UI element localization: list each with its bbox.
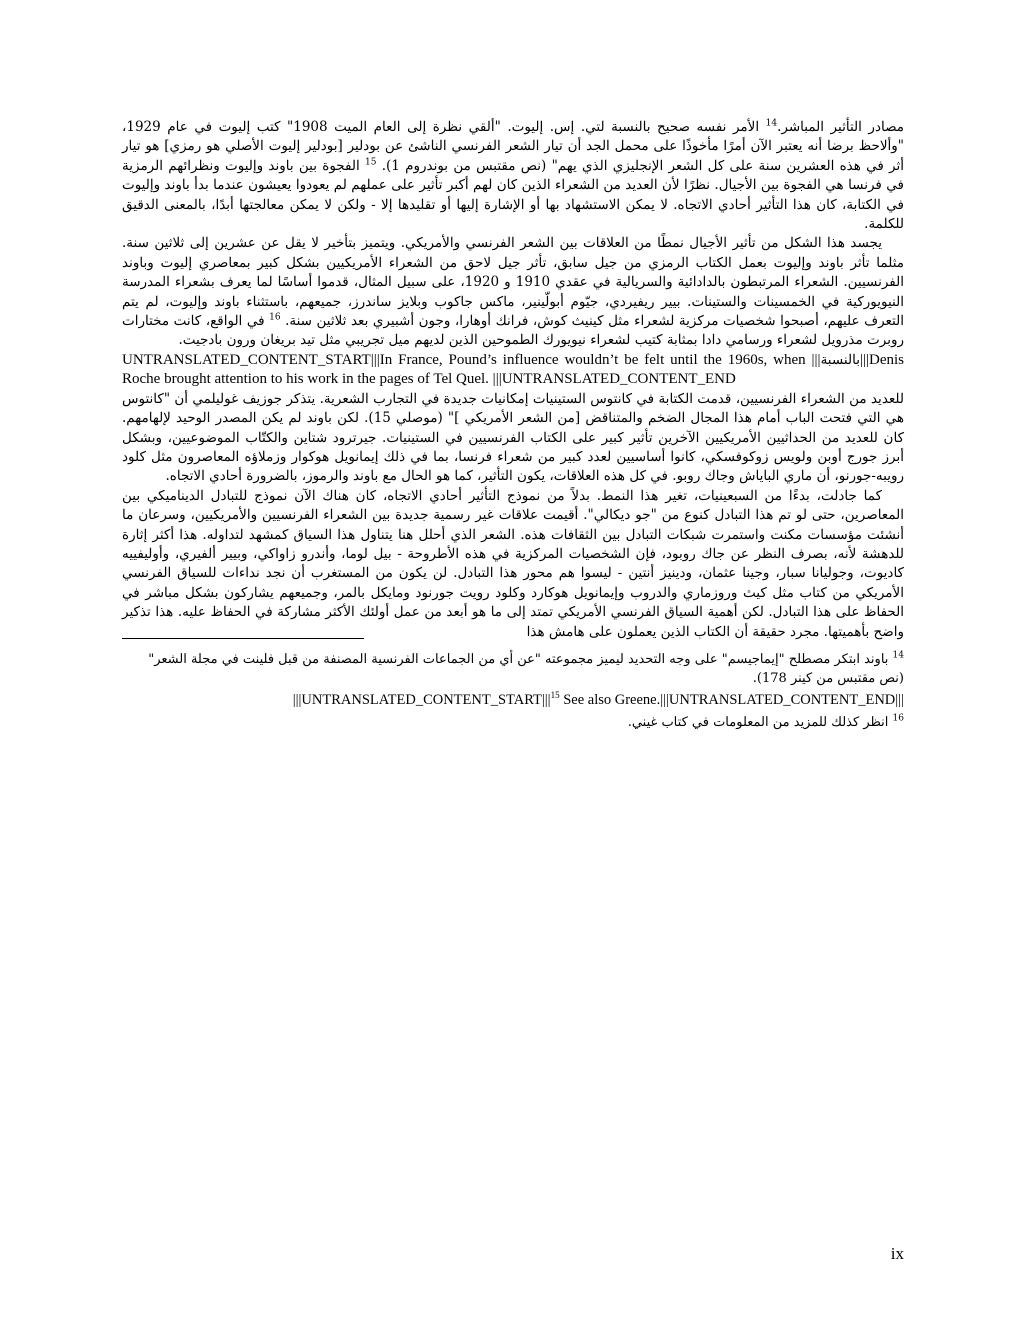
footnote-16-text: انظر كذلك للمزيد من المعلومات في كتاب غيني. xyxy=(627,715,889,730)
footnote-16 xyxy=(122,713,904,732)
body-text xyxy=(122,118,904,642)
footnote-14 xyxy=(122,650,904,688)
untranslated-text-2: |||Denis Roche brought attention to his work in the pages of Tel Quel. |||UNTRANSLATED_CONTENT_END xyxy=(122,351,904,388)
page-number: ix xyxy=(890,1244,904,1263)
footnote-14-text: باوند ابتكر مصطلح "إيماجيسم" على وجه التحديد ليميز مجموعته "عن أي من الجماعات الفرنسية المصنفة من قبل فلينت في مجلة الشعر" (نص مقتبس من كينر 178). xyxy=(148,652,904,686)
footnote-ref-15[interactable]: 15 xyxy=(364,157,377,168)
paragraph-3-untranslated xyxy=(122,351,904,390)
untranslated-text-1: UNTRANSLATED_CONTENT_START|||In France, Pound’s influence wouldn’t be felt until the 1960s, when ||| xyxy=(122,351,821,368)
paragraph-2-text-b: في الواقع، كانت مختارات روبرت مذرويل لشعراء ورسامي دادا بمثابة كتيب لشعراء نيويورك الطموحين الذين لديهم ميل تجريبي مثل تيد بريغان ورون بادجيت. xyxy=(122,313,904,349)
paragraph-3 xyxy=(122,390,904,487)
footnote-ref-16[interactable]: 16 xyxy=(269,312,281,323)
footnote-separator xyxy=(122,638,364,639)
untranslated-arabic-word: بالنسبة xyxy=(820,351,860,368)
footnote-15-text: See also Greene.|||UNTRANSLATED_CONTENT_END||| xyxy=(559,692,904,708)
paragraph-1-text-a: مصادر التأثير المباشر. xyxy=(777,119,905,135)
footnote-14-number: 14 xyxy=(892,650,904,661)
footnote-ref-14[interactable]: 14 xyxy=(765,118,778,129)
paragraph-4-text: كما جادلت، بدءًا من السبعينيات، تغير هذا النمط. بدلاً من نموذج التأثير أحادي الاتجاه، كان هناك الآن نموذج للتبادل الديناميكي بين المعاصرين، حتى لو تم هذا التبادل كنوع من "جو ديكالي". أقيمت علاقات غير رسمية جديدة بين الشعراء الفرنسيين والأمريكيين، وسرعان ما أنشئت مؤسسات مكنت واستمرت شبكات التبادل بين الثقافات هذه. الشعر الذي أحلل هنا يتناول هذا السياق كمشهد لتداوله. هذا أكثر إثارة للدهشة لأنه، بصرف النظر عن جاك روبود، فإن الشخصيات المركزية في هذه الأطروحة - بيل لوما، وأندرو زاواكي، وبيير ألفيري، وأوليفييه كاديوت، وجوليانا سبار، وجينا عثمان، ودينيز أنتين - ليسوا هم محور هذا التبادل. لن يكون من المستغرب أن نجد نداءات للسياق الفرنسي الأمريكي من كتاب مثل كيث وروزماري والدروب وإيمانويل هوكارد وكلود رويت جورنود ومايكل بالمر، وجميعهم يشاركون بشكل مباشر في الحفاظ على هذا التبادل. لكن أهمية السياق الفرنسي الأمريكي تمتد إلى ما هو أبعد من عمل أولئك الأكثر مشاركة في الحفاظ عليه. هذا تذكير واضح بأهميتها. مجرد حقيقة أن الكتاب الذين يعملون على هامش هذا xyxy=(122,487,904,640)
footnotes xyxy=(122,650,904,735)
footnote-15-prefix: |||UNTRANSLATED_CONTENT_START||| xyxy=(292,692,551,708)
paragraph-4 xyxy=(122,487,904,642)
paragraph-3-text: للعديد من الشعراء الفرنسيين، قدمت الكتابة في كانتوس الستينيات إمكانيات جديدة في التجارب الشعرية. يتذكر جوزيف غوليلمي أن "كانتوس هي التي فتحت الباب أمام هذا المجال الضخم والمتناقض [من الشعر الأمريكي ]" (موصلي 15). لكن باوند لم يكن المصدر الوحيد لإلهامهم. كان للعديد من الحداثيين الأمريكيين الآخرين تأثير كبير على الكتاب الفرنسيين في الستينيات. جيرترود شتاين والكتّاب الموضوعيين، وبشكل أبرز جورج أوبن ولويس زوكوفسكي، كانوا أساسيين لعدد كبير من شعراء فرنسا، بما في ذلك إيمانويل هوكوار وزملاؤه المعاصرون مثل كلود رويبه-جورنو، أن ماري الباياش وجاك روبو. في كل هذه العلاقات، يكون التأثير، كما هو الحال مع باوند والرموز، بالضرورة أحادي الاتجاه. xyxy=(122,390,904,485)
paragraph-1 xyxy=(122,118,904,234)
paragraph-1-text-c: الفجوة بين باوند وإليوت ونظرائهم الرمزية في فرنسا هي الفجوة بين الأجيال. نظرًا لأن العديد من الشعراء الذين كان لهم أكبر تأثير على عملهم لم يعودوا يعيشون عندما بدأ باوند وإليوت في الكتابة، كان هذا التأثير أحادي الاتجاه. لا يمكن الاستشهاد بها أو الإشارة إليها أو تقليدها إلا - ولكن لا يمكن معالجتها أبدًا، بالمعنى الدقيق للكلمة. xyxy=(122,157,904,233)
footnote-15-number: 15 xyxy=(550,690,560,701)
paragraph-1-text-b: الأمر نفسه صحيح بالنسبة لتي. إس. إليوت. "ألقي نظرة إلى العام الميت 1908" كتب إليوت في عام 1929، "وألاحظ برضا أنه يعتبر الآن أمرًا مأخوذًا على محمل الجد أن تيار الشعر الفرنسي الناشئ عن بودلير [بودلير إليوت الأصلي هو رمزي] هو تيار أثر في هذه العشرين سنة على كل الشعر الإنجليزي الذي يهم" (نص مقتبس من بوندروم 1). xyxy=(122,119,905,174)
paragraph-2-text-a: يجسد هذا الشكل من تأثير الأجيال نمطًا من العلاقات بين الشعر الفرنسي والأمريكي. ويتميز بتأخير لا يقل عن عشرين إلى ثلاثين سنة. مثلما تأثر باوند وإليوت بعمل الكتاب الرمزي من جيل سابق، تأثر جيل لاحق من الشعراء الأمريكيين بشكل كبير بمعاصري إليوت وباوند الفرنسيين. الشعراء المرتبطون بالدادائية والسريالية في عقدي 1910 و 1920، على سبيل المثال، قدموا أساسًا لما يعرف بشعراء المدرسة النيويوركية في الخمسينات والستينات. بيير ريفيردي، جيّوم أبولّينير، ماكس جاكوب وبلايز ساندرز، جميعهم، باستثناء باوند وإليوت، لم يتم التعرف عليهم، أصبحوا شخصيات مركزية لشعراء مثل كينيث كوش، فرانك أوهارا، وجون أشبيري بعد ثلاثين سنة. xyxy=(122,235,905,330)
footnote-15 xyxy=(122,691,904,710)
footnote-16-number: 16 xyxy=(892,713,904,724)
paragraph-2 xyxy=(122,234,904,350)
